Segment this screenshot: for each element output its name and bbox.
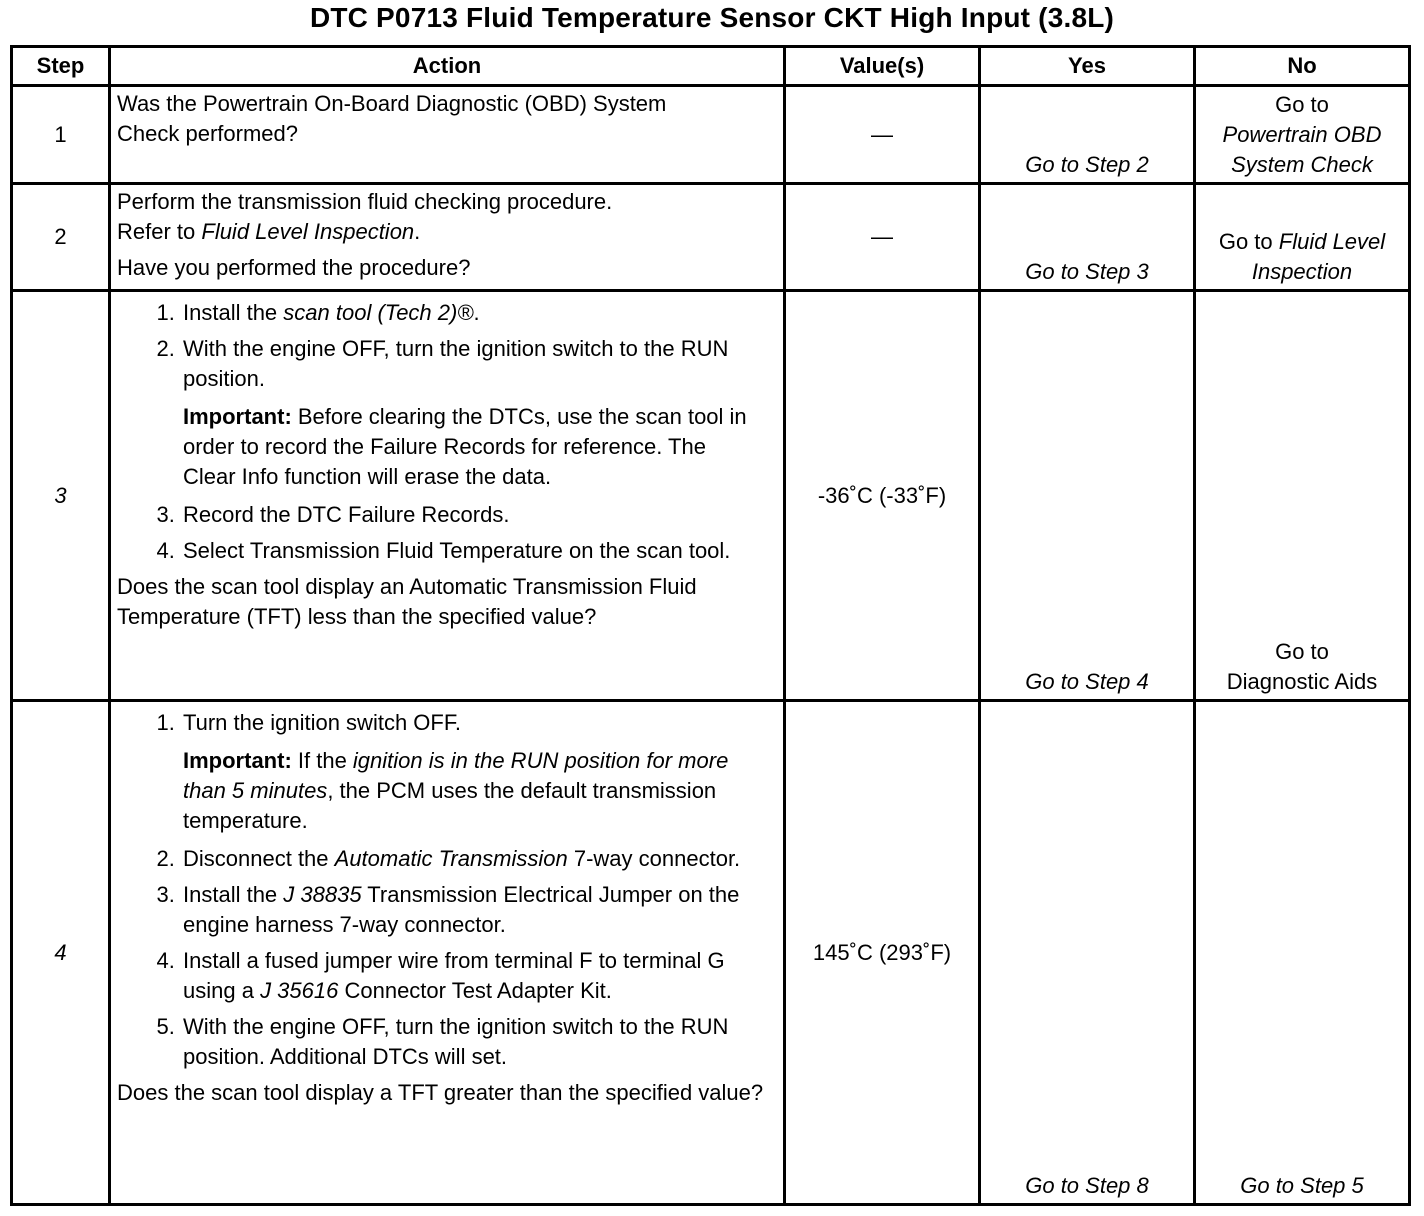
important-note — [183, 746, 747, 836]
automatic-transmission-link[interactable]: Automatic Transmission — [334, 846, 568, 871]
diagnostic-table — [10, 45, 1411, 1206]
no-text: Go to — [1275, 639, 1329, 664]
yes-link-step-3[interactable]: Go to Step 3 — [980, 184, 1195, 291]
text: Refer to — [117, 219, 202, 244]
action-text: Check performed? — [117, 121, 298, 146]
yes-link-step-4[interactable]: Go to Step 4 — [980, 291, 1195, 701]
fluid-level-inspection-link[interactable]: Fluid Level Inspection — [201, 219, 415, 244]
step-list — [117, 298, 777, 566]
action-cell — [110, 184, 785, 291]
header-action: Action — [110, 47, 785, 86]
list-item — [181, 880, 777, 940]
table-row — [12, 291, 1410, 701]
list-item — [181, 334, 777, 492]
no-link-fluid-level[interactable] — [1196, 227, 1408, 257]
header-step: Step — [12, 47, 110, 86]
action-question: Have you performed the procedure? — [117, 255, 471, 280]
no-link-step-5[interactable]: Go to Step 5 — [1195, 701, 1410, 1205]
table-row — [12, 86, 1410, 184]
link-text: Fluid Level — [1278, 229, 1386, 254]
text: Install the — [183, 882, 284, 907]
action-question: Does the scan tool display an Automatic Transmission Fluid Temperature (TFT) less than the specified value? — [117, 574, 697, 629]
step-number: 3 — [12, 291, 110, 701]
link-text: Powertrain OBD — [1222, 122, 1382, 147]
text: . — [414, 219, 421, 244]
tool-j35616-link[interactable]: J 35616 — [260, 978, 339, 1003]
no-link-powertrain-obd[interactable] — [1196, 120, 1408, 180]
tool-j38835-link[interactable]: J 38835 — [283, 882, 362, 907]
text: Go to — [1218, 229, 1279, 254]
header-values: Value(s) — [785, 47, 980, 86]
action-cell — [110, 291, 785, 701]
text: Connector Test Adapter Kit. — [338, 978, 612, 1003]
no-cell — [1195, 86, 1410, 184]
list-item — [181, 708, 777, 836]
action-question: Does the scan tool display a TFT greater than the specified value? — [117, 1080, 764, 1105]
table-row — [12, 184, 1410, 291]
header-yes: Yes — [980, 47, 1195, 86]
link-text: Inspection — [1251, 259, 1353, 284]
important-label: Important: — [183, 748, 292, 773]
list-item — [181, 298, 777, 328]
action-text: Perform the transmission fluid checking procedure. — [117, 189, 613, 214]
text: Transmission Electrical Jumper on the engine harness 7-way connector. — [183, 882, 740, 937]
step-number: 4 — [12, 701, 110, 1205]
action-cell — [110, 701, 785, 1205]
action-text — [117, 217, 777, 247]
list-item — [181, 536, 777, 566]
no-link-diagnostic-aids[interactable]: Diagnostic Aids — [1226, 669, 1378, 694]
no-cell — [1195, 184, 1410, 291]
text: Select Transmission Fluid Temperature on the scan tool. — [183, 538, 731, 563]
no-cell — [1195, 291, 1410, 701]
step-number: 1 — [12, 86, 110, 184]
step-list — [117, 708, 777, 1072]
no-text: Go to — [1275, 92, 1329, 117]
text: Before clearing the DTCs, use the scan tool in order to record the Failure Records for reference. The Clear Info function will erase the data. — [183, 404, 747, 489]
list-item — [181, 500, 777, 530]
list-item — [181, 844, 777, 874]
text: Record the DTC Failure Records. — [183, 502, 510, 527]
yes-link-step-2[interactable]: Go to Step 2 — [980, 86, 1195, 184]
scan-tool-link[interactable]: scan tool (Tech 2)® — [283, 300, 474, 325]
document-title: DTC P0713 Fluid Temperature Sensor CKT High Input (3.8L) — [309, 2, 1115, 33]
value-cell: -36˚C (-33˚F) — [785, 291, 980, 701]
text: 7-way connector. — [567, 846, 741, 871]
text: Install a fused jumper wire from terminal F to terminal G using a — [183, 948, 725, 1003]
list-item — [181, 1012, 777, 1072]
text: Disconnect the — [183, 846, 335, 871]
important-note — [183, 402, 747, 492]
text: With the engine OFF, turn the ignition switch to the RUN position. — [183, 336, 729, 391]
value-cell: — — [785, 86, 980, 184]
action-cell — [110, 86, 785, 184]
yes-link-step-8[interactable]: Go to Step 8 — [980, 701, 1195, 1205]
important-label: Important: — [183, 404, 292, 429]
text: Turn the ignition switch OFF. — [183, 710, 461, 735]
text: ignition is in the RUN position for more than 5 minutes — [183, 748, 729, 803]
action-text: Was the Powertrain On-Board Diagnostic (OBD) System — [117, 91, 667, 116]
table-header-row — [12, 47, 1410, 86]
link-text: System Check — [1231, 152, 1373, 177]
text: . — [473, 300, 480, 325]
list-item — [181, 946, 777, 1006]
table-row — [12, 701, 1410, 1205]
text: , the PCM uses the default transmission temperature. — [183, 778, 717, 833]
step-number: 2 — [12, 184, 110, 291]
text: With the engine OFF, turn the ignition switch to the RUN position. Additional DTCs will set. — [183, 1014, 729, 1069]
value-cell: — — [785, 184, 980, 291]
value-cell: 145˚C (293˚F) — [785, 701, 980, 1205]
text: If the — [291, 748, 353, 773]
text: Install the — [183, 300, 284, 325]
header-no: No — [1195, 47, 1410, 86]
